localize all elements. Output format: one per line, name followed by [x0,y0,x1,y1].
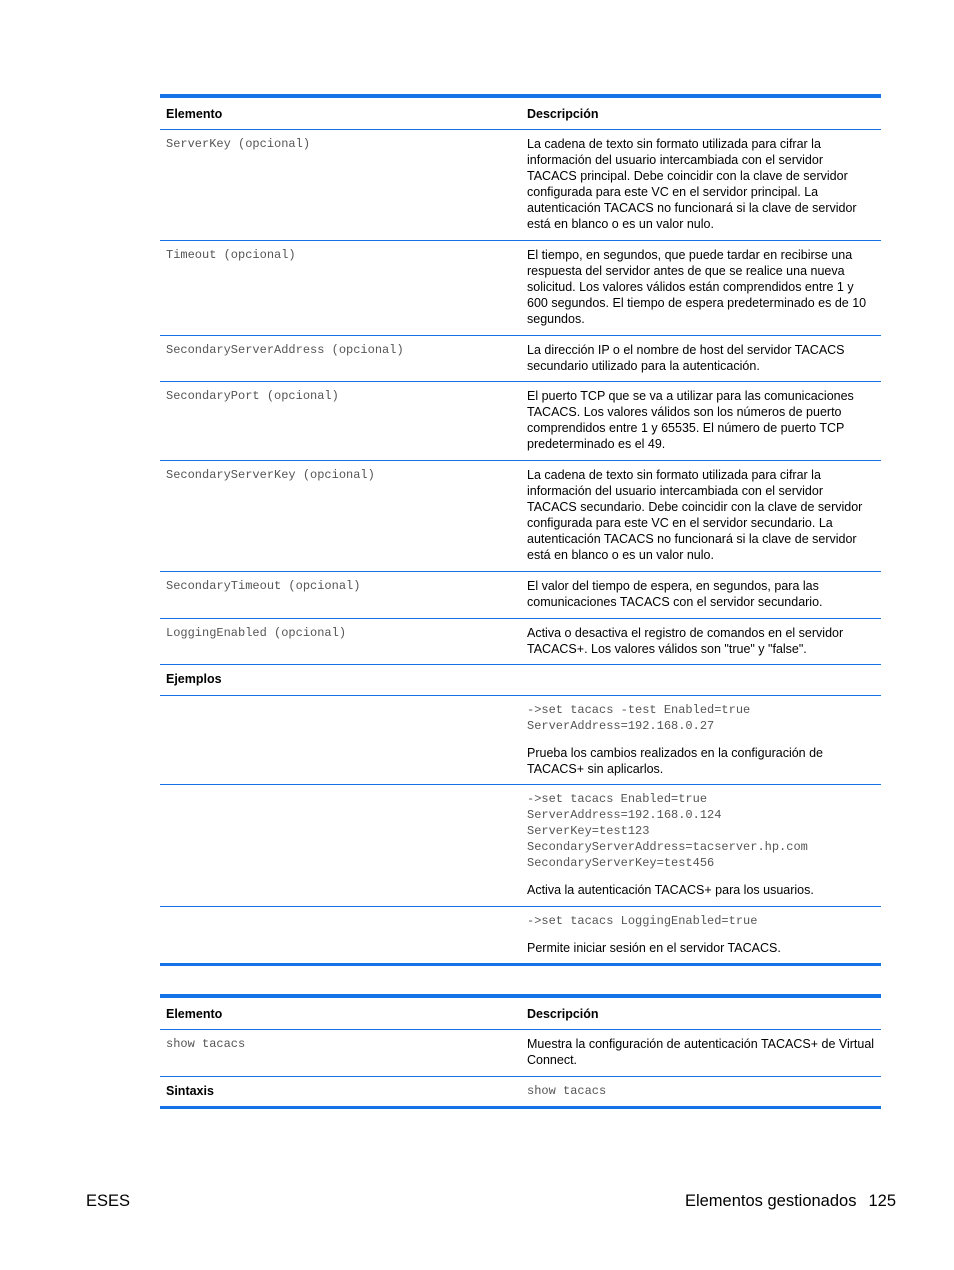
table-row [160,241,881,336]
syntax-value: show tacacs [527,1084,607,1098]
description-cell: El valor del tiempo de espera, en segundos, para las comunicaciones TACACS con el servidor secundario. [527,579,823,609]
table-header [160,98,881,130]
table-row [160,461,881,572]
description-cell: La cadena de texto sin formato utilizada para cifrar la información del usuario intercambiada con el servidor TACACS principal. Debe coincidir con la clave de servidor configurada para este VC en el servidor principal. La autenticación TACACS no funcionará si la clave de servidor está en blanco o es un valor nulo. [527,137,857,231]
element-cell: ServerKey (opcional) [166,137,311,151]
element-cell: SecondaryTimeout (opcional) [166,579,361,593]
example-code-line: ServerAddress=192.168.0.124 [527,808,722,822]
table-row [160,130,881,241]
description-cell: La dirección IP o el nombre de host del servidor TACACS secundario utilizado para la autenticación. [527,343,845,373]
examples-heading-row [160,665,881,696]
table-row [160,572,881,619]
header-descripcion: Descripción [527,1007,599,1021]
syntax-row [160,1077,881,1106]
table-row [160,336,881,382]
example-cell [521,696,881,784]
example-description: Activa la autenticación TACACS+ para los usuarios. [527,883,814,897]
description-cell: Muestra la configuración de autenticación TACACS+ de Virtual Connect. [527,1037,875,1067]
element-cell: show tacacs [166,1037,246,1051]
description-cell: El puerto TCP que se va a utilizar para las comunicaciones TACACS. Los valores válidos son los números de puerto comprendidos entre 1 y 65535. El número de puerto TCP predeterminado es el 49. [527,389,854,451]
example-row [160,696,881,785]
example-description: Permite iniciar sesión en el servidor TACACS. [527,941,781,955]
table-set-tacacs [160,94,881,966]
table-show-tacacs [160,994,881,1109]
example-code-line: SecondaryServerKey=test456 [527,856,715,870]
example-cell [521,907,881,963]
table-row [160,619,881,665]
example-row [160,785,881,907]
example-description: Prueba los cambios realizados en la configuración de TACACS+ sin aplicarlos. [527,746,824,776]
element-cell: Timeout (opcional) [166,248,296,262]
footer-page-info [685,1192,896,1211]
example-row [160,907,881,963]
header-descripcion: Descripción [527,107,599,121]
element-cell: LoggingEnabled (opcional) [166,626,347,640]
example-code-line: SecondaryServerAddress=tacserver.hp.com [527,840,808,854]
syntax-label: Sintaxis [166,1084,214,1098]
examples-label: Ejemplos [166,672,222,686]
footer-language: ESES [86,1192,131,1210]
element-cell: SecondaryPort (opcional) [166,389,339,403]
footer-section: Elementos gestionados [684,1192,857,1210]
description-cell: Activa o desactiva el registro de comandos en el servidor TACACS+. Los valores válidos son "true" y "false". [527,626,844,656]
example-code-line: ServerKey=test123 [527,824,650,838]
element-cell: SecondaryServerKey (opcional) [166,468,375,482]
description-cell: La cadena de texto sin formato utilizada para cifrar la información del usuario intercambiada con el servidor TACACS secundario. Debe coincidir con la clave de servidor configurada para este VC en el servidor secundario. La autenticación TACACS no funcionará si la clave de servidor está en blanco o es un valor nulo. [527,468,863,562]
page-number: 125 [868,1192,896,1210]
table-header [160,998,881,1030]
example-code-line: ->set tacacs LoggingEnabled=true [527,914,758,928]
example-code-line: ->set tacacs Enabled=true [527,792,708,806]
element-cell: SecondaryServerAddress (opcional) [166,343,404,357]
example-code-line: ServerAddress=192.168.0.27 [527,719,715,733]
header-elemento: Elemento [166,107,223,121]
table-row [160,1030,881,1077]
table-row [160,382,881,461]
example-code-line: ->set tacacs -test Enabled=true [527,703,751,717]
header-elemento: Elemento [166,1007,223,1021]
example-cell [521,785,881,906]
description-cell: El tiempo, en segundos, que puede tardar en recibirse una respuesta del servidor antes de que se realice una nueva solicitud. Los valores válidos están comprendidos entre 1 y 600 segundos. El tiempo de espera predeterminado es de 10 segundos. [527,248,867,326]
